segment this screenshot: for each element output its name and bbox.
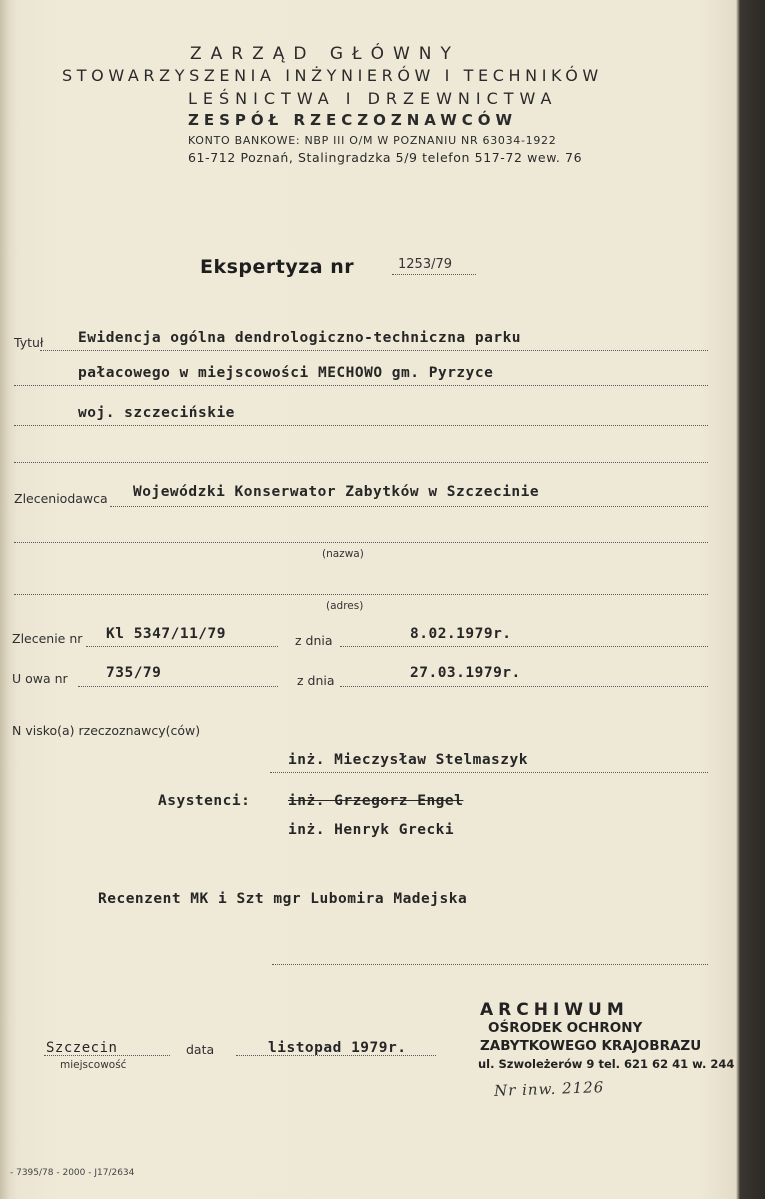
document-number: 1253/79 [398, 257, 453, 272]
title-number-line [392, 274, 476, 275]
document-title: Ekspertyza nr [200, 256, 355, 278]
date-value: listopad 1979r. [268, 1040, 407, 1056]
asystent-2: inż. Henryk Grecki [288, 822, 455, 838]
adres-caption: (adres) [326, 600, 364, 612]
place-value: Szczecin [46, 1040, 118, 1056]
header-address: 61-712 Poznań, Stalingradzka 5/9 telefon 517-72 wew. 76 [188, 150, 583, 165]
asystenci-label: Asystenci: [158, 793, 251, 809]
stamp-line-3: ZABYTKOWEGO KRAJOBRAZU [480, 1038, 702, 1054]
stamp-line-4: ul. Szwoleżerów 9 tel. 621 62 41 w. 244 [478, 1057, 735, 1071]
header-line-3: LEŚNICTWA I DRZEWNICTWA [188, 89, 558, 108]
header-line-4: ZESPÓŁ RZECZOZNAWCÓW [188, 111, 518, 129]
tytul-line-2: pałacowego w miejscowości MECHOWO gm. Pyrzyce [78, 365, 494, 381]
rzeczoznawca-dotline [270, 772, 708, 773]
signature-dotline [272, 964, 708, 965]
stamp-archiwum: ARCHIWUM [480, 1000, 629, 1020]
binding-edge [0, 0, 10, 1199]
umowa-date-dotline [340, 686, 708, 687]
zlecenie-value: Kl 5347/11/79 [106, 626, 226, 642]
recenzent: Recenzent MK i Szt mgr Lubomira Madejska [98, 891, 468, 907]
zleceniodawca-value: Wojewódzki Konserwator Zabytków w Szczecinie [133, 484, 540, 500]
tytul-dotline-1 [40, 350, 708, 351]
umowa-z-dnia-label: z dnia [297, 673, 335, 688]
umowa-value: 735/79 [106, 665, 162, 681]
place-caption: miejscowość [60, 1059, 127, 1071]
tytul-label: Tytuł [14, 335, 44, 350]
header-line-1: ZARZĄD GŁÓWNY [190, 44, 460, 64]
umowa-date: 27.03.1979r. [410, 665, 521, 681]
header-bank-account: KONTO BANKOWE: NBP III O/M W POZNANIU NR 63034-1922 [188, 134, 557, 147]
zlecenie-date-dotline [340, 646, 708, 647]
tytul-line-3: woj. szczecińskie [78, 405, 235, 421]
asystent-1: inż. Grzegorz Engel [288, 793, 464, 809]
tytul-dotline-3 [14, 425, 708, 426]
umowa-dotline [78, 686, 278, 687]
zleceniodawca-dotline [110, 506, 708, 507]
header-line-2: STOWARZYSZENIA INŻYNIERÓW I TECHNIKÓW [62, 66, 603, 85]
date-dotline [236, 1055, 436, 1056]
tytul-dotline-4 [14, 462, 708, 463]
rzeczoznawca-value: inż. Mieczysław Stelmaszyk [288, 752, 528, 768]
zlecenie-dotline [86, 646, 278, 647]
nazwa-dotline [14, 542, 708, 543]
rzeczoznawca-label: N visko(a) rzeczoznawcy(ców) [12, 723, 201, 738]
tytul-line-1: Ewidencja ogólna dendrologiczno-techniczna parku [78, 330, 522, 346]
zlecenie-label: Zlecenie nr [12, 631, 83, 646]
tytul-dotline-2 [14, 385, 708, 386]
print-code: - 7395/78 - 2000 - J17/2634 [10, 1168, 135, 1178]
zlecenie-date: 8.02.1979r. [410, 626, 512, 642]
zleceniodawca-label: Zleceniodawca [14, 491, 108, 506]
data-label: data [186, 1042, 215, 1057]
umowa-label: U owa nr [12, 671, 68, 686]
inventory-number-handwritten: Nr inw. 2126 [493, 1078, 605, 1100]
stamp-line-2: OŚRODEK OCHRONY [488, 1020, 643, 1036]
zlecenie-z-dnia-label: z dnia [295, 633, 333, 648]
nazwa-caption: (nazwa) [322, 548, 364, 560]
place-dotline [44, 1055, 170, 1056]
adres-dotline [14, 594, 708, 595]
